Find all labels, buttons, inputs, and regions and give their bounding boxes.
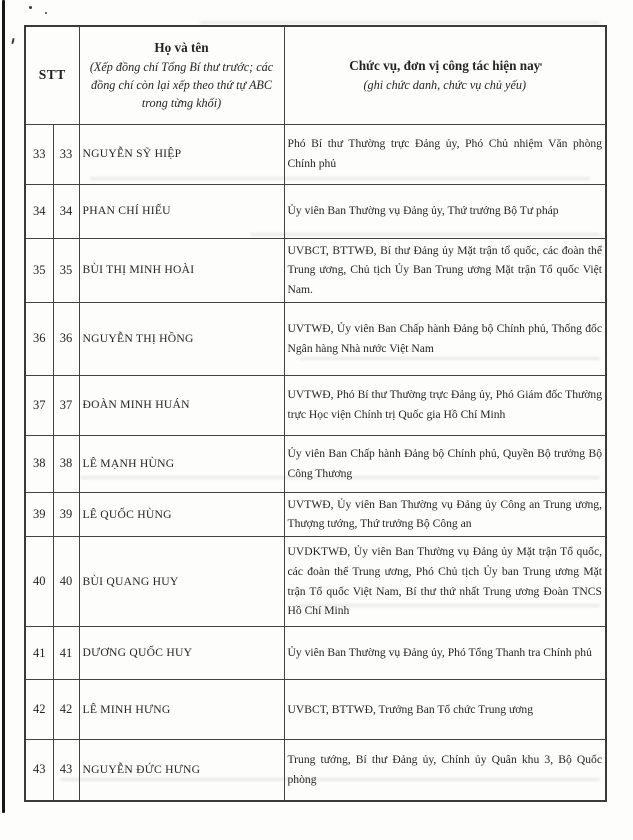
row-number-left: 40 — [25, 537, 53, 627]
row-name: NGUYỄN ĐỨC HƯNG — [79, 740, 284, 801]
row-number-left: 37 — [25, 375, 53, 435]
row-name: PHAN CHÍ HIẾU — [79, 184, 284, 238]
row-name: DƯƠNG QUỐC HUY — [79, 627, 284, 680]
row-name: BÙI THỊ MINH HOÀI — [79, 238, 284, 302]
row-number-right: 35 — [53, 238, 79, 302]
row-number-left: 39 — [25, 492, 53, 536]
scan-speck — [29, 6, 32, 9]
row-number-left: 38 — [25, 435, 53, 492]
row-number-right: 36 — [53, 302, 79, 375]
row-name: LÊ MẠNH HÙNG — [79, 435, 284, 492]
row-position: Trung tướng, Bí thư Đảng ủy, Chính ủy Quân khu 3, Bộ Quốc phòng — [284, 740, 606, 801]
row-position: UVTWĐ, Ủy viên Ban Chấp hành Đảng bộ Chính phủ, Thống đốc Ngân hàng Nhà nước Việt Nam — [284, 302, 606, 375]
row-name: NGUYỄN SỸ HIỆP — [79, 124, 284, 184]
row-number-right: 38 — [53, 435, 79, 492]
row-position: Phó Bí thư Thường trực Đảng ủy, Phó Chủ nhiệm Văn phòng Chính phủ — [284, 124, 606, 184]
table-row — [25, 184, 606, 238]
table-row — [25, 375, 606, 435]
scan-speck — [45, 12, 47, 14]
row-name: ĐOÀN MINH HUÁN — [79, 375, 284, 435]
row-position: UVBCT, BTTWĐ, Bí thư Đảng ủy Mặt trận tổ quốc, các đoàn thể Trung ương, Chủ tịch Ủy Ban Trung ương Mặt trận Tổ quốc Việt Nam. — [284, 238, 606, 302]
row-number-left: 43 — [25, 740, 53, 801]
row-number-right: 37 — [53, 375, 79, 435]
row-position: UVBCT, BTTWĐ, Trưởng Ban Tổ chức Trung ương — [284, 680, 606, 740]
table-row — [25, 435, 606, 492]
row-position: Ủy viên Ban Thường vụ Đảng ủy, Thứ trưởng Bộ Tư pháp — [284, 184, 606, 238]
row-position: Ủy viên Ban Chấp hành Đảng bộ Chính phủ, Quyền Bộ trưởng Bộ Công Thương — [284, 435, 606, 492]
row-number-left: 41 — [25, 627, 53, 680]
table-row — [25, 537, 606, 627]
row-number-left: 42 — [25, 680, 53, 740]
officials-table — [24, 25, 607, 802]
row-number-left: 35 — [25, 238, 53, 302]
row-name: BÙI QUANG HUY — [79, 537, 284, 627]
scan-edge-line — [2, 0, 5, 813]
row-position: UVTWĐ, Ủy viên Ban Thường vụ Đảng ủy Công an Trung ương, Thượng tướng, Thứ trưởng Bộ Công an — [284, 492, 606, 536]
row-name: LÊ QUỐC HÙNG — [79, 492, 284, 536]
row-number-right: 39 — [53, 492, 79, 536]
scan-smudge — [200, 21, 600, 24]
row-number-right: 33 — [53, 124, 79, 184]
table-row — [25, 302, 606, 375]
row-name: LÊ MINH HƯNG — [79, 680, 284, 740]
header-name — [79, 26, 284, 124]
row-number-left: 33 — [25, 124, 53, 184]
header-position-title: Chức vụ, đơn vị công tác hiện nay — [349, 58, 541, 74]
table-row — [25, 124, 606, 184]
table-body — [25, 124, 606, 801]
row-name: NGUYỄN THỊ HỒNG — [79, 302, 284, 375]
scan-speck — [11, 38, 14, 44]
row-number-left: 36 — [25, 302, 53, 375]
row-number-right: 42 — [53, 680, 79, 740]
header-position — [284, 26, 606, 124]
table-row — [25, 492, 606, 536]
header-stt: STT — [25, 26, 79, 124]
table-row — [25, 238, 606, 302]
row-number-left: 34 — [25, 184, 53, 238]
table-row — [25, 680, 606, 740]
table-row — [25, 627, 606, 680]
header-name-note: (Xếp đồng chí Tổng Bí thư trước; các đồng chí còn lại xếp theo thứ tự ABC trong từng khối) — [89, 59, 274, 111]
table-row — [25, 740, 606, 801]
row-number-right: 41 — [53, 627, 79, 680]
row-number-right: 40 — [53, 537, 79, 627]
row-number-right: 34 — [53, 184, 79, 238]
row-position: Ủy viên Ban Thường vụ Đảng ủy, Phó Tổng Thanh tra Chính phủ — [284, 627, 606, 680]
header-name-title: Họ và tên — [154, 39, 209, 55]
row-position: UVDKTWĐ, Ủy viên Ban Thường vụ Đảng ủy Mặt trận Tổ quốc, các đoàn thể Trung ương, Phó Chủ tịch Ủy ban Trung ương Mặt trận Tổ quốc Việt Nam, Bí thư thứ nhất Trung ương Đoàn TNCS Hồ Chí Minh — [284, 537, 606, 627]
header-position-note: (ghi chức danh, chức vụ chủ yếu) — [363, 78, 527, 93]
row-position: UVTWĐ, Phó Bí thư Thường trực Đảng ủy, Phó Giám đốc Thường trực Học viện Chính trị Quốc gia Hồ Chí Minh — [284, 375, 606, 435]
header-row — [25, 26, 606, 124]
row-number-right: 43 — [53, 740, 79, 801]
